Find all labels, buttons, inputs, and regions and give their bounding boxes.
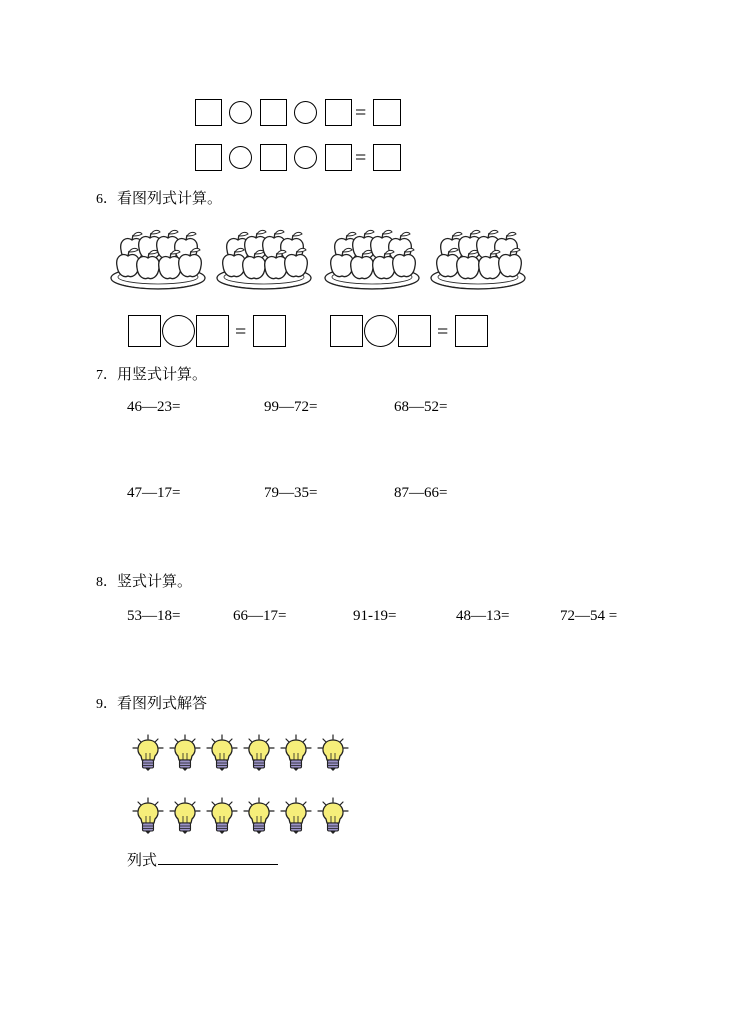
light-bulb-icon [207,798,237,834]
operator-circle[interactable] [229,101,252,124]
bulb-row [133,735,348,771]
question-text: 看图列式计算。 [117,189,223,207]
calc-expression: 66—17= [233,608,287,624]
calc-expression: 79—35= [264,485,318,501]
question-number: 8． [96,575,117,590]
answer-blank[interactable] [158,850,278,865]
apple-plate [217,230,311,289]
question-number: 9． [96,697,117,712]
answer-box[interactable] [373,144,401,171]
answer-box[interactable] [325,99,352,126]
light-bulb-icon [170,798,200,834]
calc-expression: 46—23= [127,399,181,415]
apple-plates-illustration [0,220,741,330]
light-bulb-icon [133,735,163,771]
answer-box[interactable] [260,144,287,171]
calc-expression: 53—18= [127,608,181,624]
light-bulbs-illustration [0,730,741,840]
light-bulb-icon [281,735,311,771]
question-number: 6． [96,192,117,207]
calc-expression: 47—17= [127,485,181,501]
answer-box[interactable] [128,315,161,347]
answer-box[interactable] [195,144,222,171]
answer-box[interactable] [253,315,286,347]
calc-expression: 99—72= [264,399,318,415]
light-bulb-icon [318,798,348,834]
calc-expression: 72—54 = [560,608,618,624]
light-bulb-icon [244,735,274,771]
equals-sign: = [355,147,367,169]
question-9-title [96,694,207,714]
light-bulb-icon [170,735,200,771]
light-bulb-icon [244,798,274,834]
light-bulb-icon [318,735,348,771]
question-text: 竖式计算。 [117,572,193,590]
calc-expression: 91-19= [353,608,397,624]
question-8-title [96,572,192,592]
operator-circle[interactable] [162,315,195,347]
light-bulb-icon [133,798,163,834]
question-number: 7． [96,368,117,383]
light-bulb-icon [281,798,311,834]
answer-box[interactable] [455,315,488,347]
equals-sign: = [235,321,247,343]
question-6-title [96,189,222,209]
equals-sign: = [355,102,367,124]
calc-expression: 87—66= [394,485,448,501]
light-bulb-icon [207,735,237,771]
answer-box[interactable] [195,99,222,126]
answer-box[interactable] [373,99,401,126]
apple-plate [325,230,419,289]
answer-box[interactable] [330,315,363,347]
apple-plate [431,230,525,289]
bulb-row [133,798,348,834]
answer-box[interactable] [398,315,431,347]
answer-box[interactable] [196,315,229,347]
operator-circle[interactable] [294,101,317,124]
answer-box[interactable] [260,99,287,126]
question-text: 用竖式计算。 [117,365,208,383]
operator-circle[interactable] [229,146,252,169]
question-7-title [96,365,207,385]
calc-expression: 48—13= [456,608,510,624]
operator-circle[interactable] [364,315,397,347]
operator-circle[interactable] [294,146,317,169]
answer-label: 列式 [127,851,158,869]
apple-plate [111,230,205,289]
answer-line [127,850,278,869]
question-text: 看图列式解答 [117,694,208,712]
calc-expression: 68—52= [394,399,448,415]
equals-sign: = [437,321,449,343]
answer-box[interactable] [325,144,352,171]
